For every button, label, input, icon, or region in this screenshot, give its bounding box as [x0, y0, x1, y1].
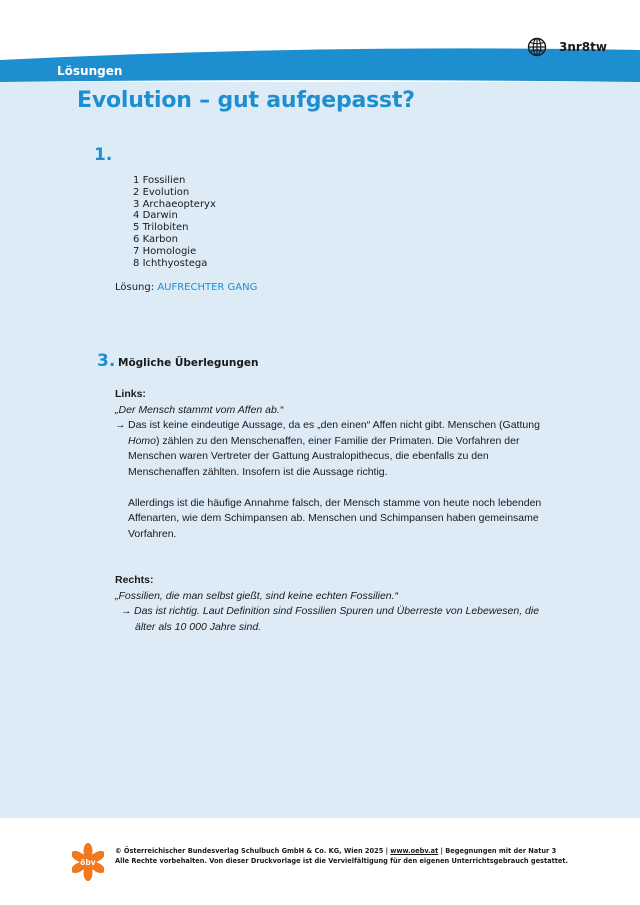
solution-label: Lösung: — [115, 282, 155, 293]
left-paragraph-line: Homo) zählen zu den Menschenaffen, einer Familie der Primaten. Die Vorfahren der — [128, 434, 520, 447]
left-paragraph2-line: Allerdings ist die häufige Annahme falsch, der Mensch stamme von heute noch lebenden — [128, 496, 542, 509]
solution-value: AUFRECHTER GANG — [157, 282, 258, 293]
list-item: 8 Ichthyostega — [133, 257, 208, 269]
page-title: Evolution – gut aufgepasst? — [77, 88, 415, 113]
code-label: 3nr8tw — [559, 40, 607, 54]
left-paragraph2-line: Affenarten, wie dem Schimpansen ab. Menschen und Schimpansen haben gemeinsame — [128, 512, 539, 524]
task1-solution — [115, 282, 257, 293]
left-paragraph-line: Menschen waren Vertreter der Gattung Australopithecus, die ebenfalls zu den — [128, 450, 489, 462]
list-item: 2 Evolution — [133, 186, 190, 198]
right-answer — [115, 573, 585, 635]
copyright-text: © Österreichischer Bundesverlag Schulbuch GmbH & Co. KG, Wien 2025 | www.oebv.at | Begegnungen mit der Natur 3 Alle Rechte vorbehalten. Von dieser Druckvorlage ist die Vervielfältigung für den eigenen Unterrichtsgebrauch gestattet. — [115, 847, 569, 865]
task3-number: 3. — [97, 351, 116, 371]
task1-number: 1. — [94, 145, 113, 165]
left-paragraph-line: Das ist keine eindeutige Aussage, da es „den einen“ Affen nicht gibt. Menschen (Gattung — [128, 419, 540, 431]
list-item: 3 Archaeopteryx — [133, 198, 216, 210]
logo-text: öbv — [80, 858, 96, 867]
left-paragraph2-line: Vorfahren. — [128, 527, 177, 540]
list-item: 7 Homologie — [133, 245, 197, 257]
section-label: Lösungen — [57, 64, 123, 78]
left-quote: „Der Mensch stammt vom Affen ab.“ — [115, 403, 284, 416]
list-item: 5 Trilobiten — [133, 222, 189, 234]
left-paragraph-line: Menschenaffen zählten. Insofern ist die Aussage richtig. — [128, 465, 388, 478]
online-code[interactable] — [527, 37, 607, 57]
left-heading: Links: — [115, 388, 146, 400]
right-quote: „Fossilien, die man selbst gießt, sind keine echten Fossilien.“ — [115, 589, 399, 602]
task1-list — [133, 175, 216, 269]
publisher-link[interactable]: www.oebv.at — [390, 847, 439, 855]
right-paragraph-line: älter als 10 000 Jahre sind. — [135, 620, 262, 633]
arrow-icon: → — [121, 605, 132, 617]
left-answer — [115, 387, 575, 542]
list-item: 4 Darwin — [133, 210, 178, 222]
list-item: 1 Fossilien — [133, 175, 186, 186]
task3-title: Mögliche Überlegungen — [118, 357, 259, 369]
right-heading: Rechts: — [115, 574, 154, 586]
list-item: 6 Karbon — [133, 233, 178, 245]
right-paragraph-line: Das ist richtig. Laut Definition sind Fossilien Spuren und Überreste von Lebewesen, die — [134, 605, 540, 617]
arrow-icon: → — [115, 419, 126, 431]
globe-icon — [527, 37, 547, 57]
oebv-logo-icon — [72, 843, 104, 881]
